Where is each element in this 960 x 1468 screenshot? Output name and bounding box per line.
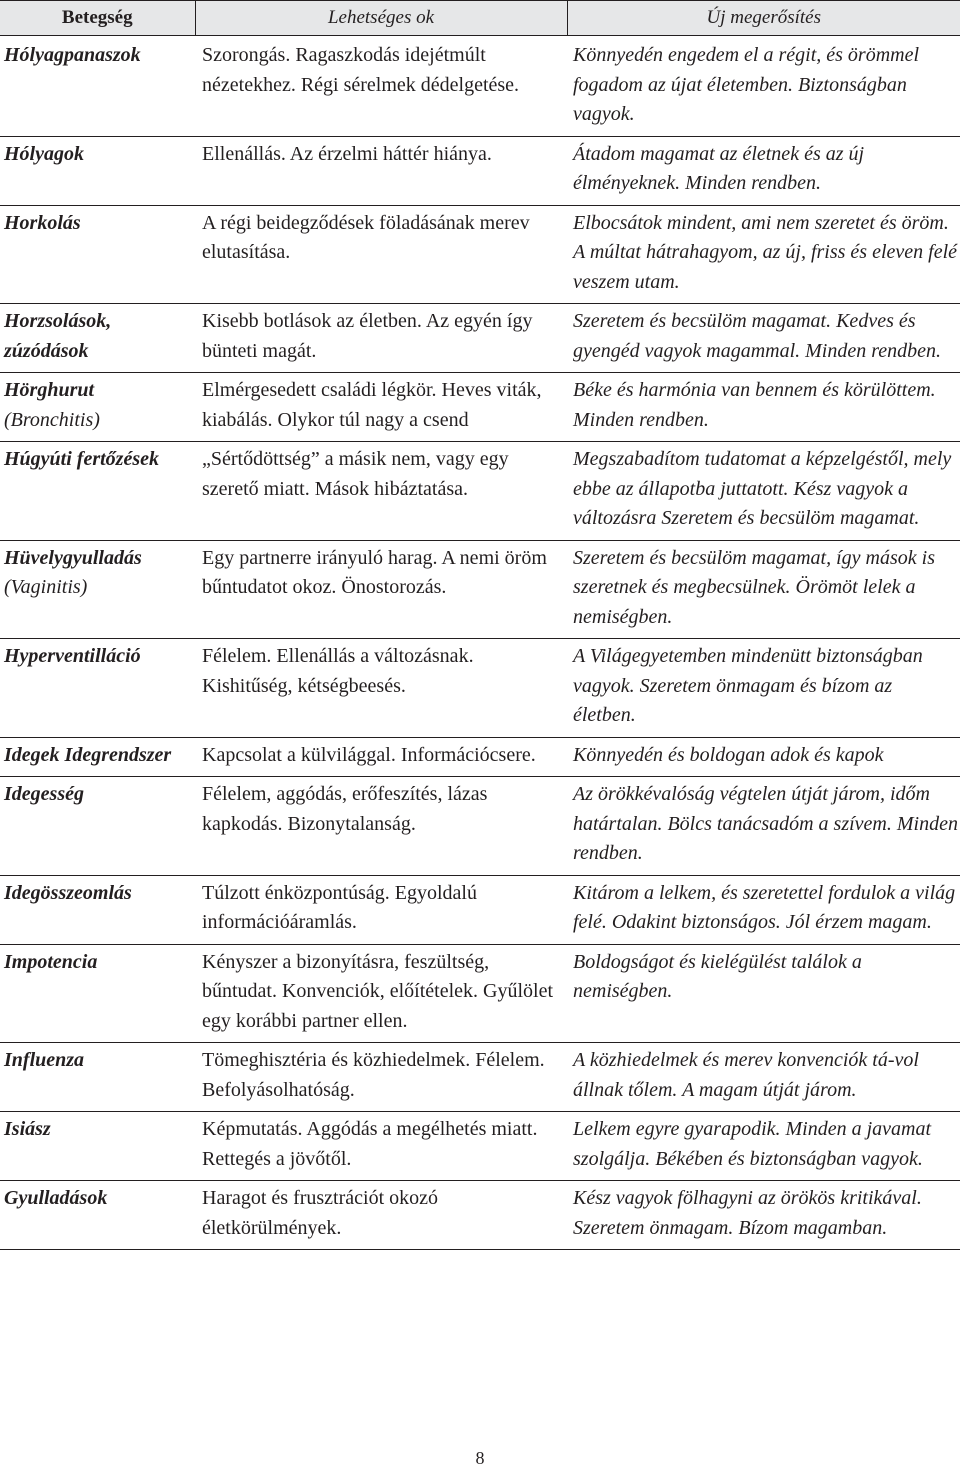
disease-cell [0,540,195,639]
header-cause: Lehetséges ok [195,1,567,36]
affirmation-cell: Szeretem és becsülöm magamat, így mások is szeretnek és megbecsülnek. Örömöt lelek a nemiségben. [567,540,960,639]
disease-name: Horkolás [4,211,81,234]
cause-cell: Kapcsolat a külvilággal. Információcsere. [195,737,567,777]
disease-name: Hólyagpanaszok [4,44,141,66]
table-row [0,136,960,205]
disease-subname: (Vaginitis) [4,576,88,598]
affirmation-cell: Könnyedén és boldogan adok és kapok [567,737,960,777]
header-row [0,1,960,36]
cause-cell: Képmutatás. Aggódás a megélhetés miatt. Rettegés a jövőtől. [195,1112,567,1181]
disease-cell [0,1181,195,1250]
table-row [0,944,960,1043]
page-number: 8 [475,1448,485,1468]
table-row [0,304,960,373]
header-disease: Betegség [0,1,195,36]
affirmation-cell: Lelkem egyre gyarapodik. Minden a javamat szolgálja. Békében és biztonságban vagyok. [567,1112,960,1181]
affirmation-cell: A közhiedelmek és merev konvenciók tá-vol állnak tőlem. A magam útját járom. [567,1043,960,1112]
disease-name: Idegösszeomlás [4,881,132,904]
table-row [0,1043,960,1112]
disease-name: Gyulladások [4,1187,108,1209]
disease-cell [0,875,195,944]
table-row [0,777,960,876]
table-header [0,1,960,36]
cause-cell: Tömeghisztéria és közhiedelmek. Félelem. Befolyásolhatóság. [195,1043,567,1112]
affirmation-cell: Boldogságot és kielégülést találok a nemiségben. [567,944,960,1043]
disease-cell [0,442,195,541]
cause-cell: Szorongás. Ragaszkodás idejétmúlt nézetekhez. Régi sérelmek dédelgetése. [195,36,567,137]
table-row [0,373,960,442]
disease-cell [0,737,195,777]
disease-name: Húgyúti fertőzések [4,448,159,470]
disease-name: Hyperventilláció [4,645,141,667]
disease-name: Hólyagok [4,142,84,165]
table-body [0,36,960,1250]
disease-name: Horzsolások, zúzódások [4,310,112,362]
disease-cell [0,205,195,304]
disease-name: Isiász [4,1118,51,1140]
cause-cell: Kisebb botlások az életben. Az egyén így bünteti magát. [195,304,567,373]
cause-cell: Félelem, aggódás, erőfeszítés, lázas kapkodás. Bizonytalanság. [195,777,567,876]
cause-cell: A régi beidegződések föladásának merev elutasítása. [195,205,567,304]
affirmation-cell: Béke és harmónia van bennem és körülöttem. Minden rendben. [567,373,960,442]
disease-name: Influenza [4,1049,85,1071]
table-row [0,875,960,944]
table-row [0,639,960,738]
disease-cell [0,1112,195,1181]
disease-name: Hüvelygyulladás [4,546,142,569]
disease-name: Impotencia [4,950,98,973]
table-row [0,36,960,137]
table-row [0,737,960,777]
affirmation-cell: Könnyedén engedem el a régit, és örömmel fogadom az újat életemben. Biztonságban vagyok. [567,36,960,137]
cause-cell: Kényszer a bizonyításra, feszültség, bűntudat. Konvenciók, előítételek. Gyűlölet egy korábbi partner ellen. [195,944,567,1043]
affirmation-cell: Kitárom a lelkem, és szeretettel fordulok a világ felé. Odakint biztonságos. Jól érzem magam. [567,875,960,944]
disease-name: Idegesség [4,783,84,805]
cause-cell: Haragot és frusztrációt okozó életkörülmények. [195,1181,567,1250]
cause-cell: Egy partnerre irányuló harag. A nemi öröm bűntudatot okoz. Önostorozás. [195,540,567,639]
affirmation-cell: Megszabadítom tudatomat a képzelgéstől, mely ebbe az állapotba juttatott. Kész vagyok a változásra Szeretem és becsülöm magamat. [567,442,960,541]
cause-cell: Félelem. Ellenállás a változásnak. Kishitűség, kétségbeesés. [195,639,567,738]
disease-cell [0,777,195,876]
affirmation-cell: Átadom magamat az életnek és az új élményeknek. Minden rendben. [567,136,960,205]
cause-cell: Ellenállás. Az érzelmi háttér hiánya. [195,136,567,205]
affirmation-cell: Kész vagyok fölhagyni az örökös kritikával. Szeretem önmagam. Bízom magamban. [567,1181,960,1250]
table-row [0,442,960,541]
disease-cell [0,136,195,205]
disease-cell [0,1043,195,1112]
disease-name: Hörghurut [4,379,95,401]
affirmation-cell: Szeretem és becsülöm magamat. Kedves és gyengéd vagyok magammal. Minden rendben. [567,304,960,373]
affirmation-cell: A Világegyetemben mindenütt biztonságban vagyok. Szeretem önmagam és bízom az életben. [567,639,960,738]
affirmation-cell: Elbocsátok mindent, ami nem szeretet és öröm. A múltat hátrahagyom, az új, friss és eleven felé veszem utam. [567,205,960,304]
header-affirmation: Új megerősítés [567,1,960,36]
disease-name: Idegek Idegrendszer [4,743,172,766]
cause-cell: Elmérgesedett családi légkör. Heves viták, kiabálás. Olykor túl nagy a csend [195,373,567,442]
cause-cell: „Sértődöttség” a másik nem, vagy egy szerető miatt. Mások hibáztatása. [195,442,567,541]
cause-cell: Túlzott énközpontúság. Egyoldalú információáramlás. [195,875,567,944]
disease-subname: (Bronchitis) [4,408,100,431]
table-row [0,540,960,639]
disease-cell [0,36,195,137]
disease-cell [0,373,195,442]
affirmation-cell: Az örökkévalóság végtelen útját járom, időm határtalan. Bölcs tanácsadóm a szívem. Minden rendben. [567,777,960,876]
disease-cell [0,639,195,738]
disease-cell [0,944,195,1043]
disease-cell [0,304,195,373]
table-row [0,1181,960,1250]
table-row [0,205,960,304]
table-row [0,1112,960,1181]
